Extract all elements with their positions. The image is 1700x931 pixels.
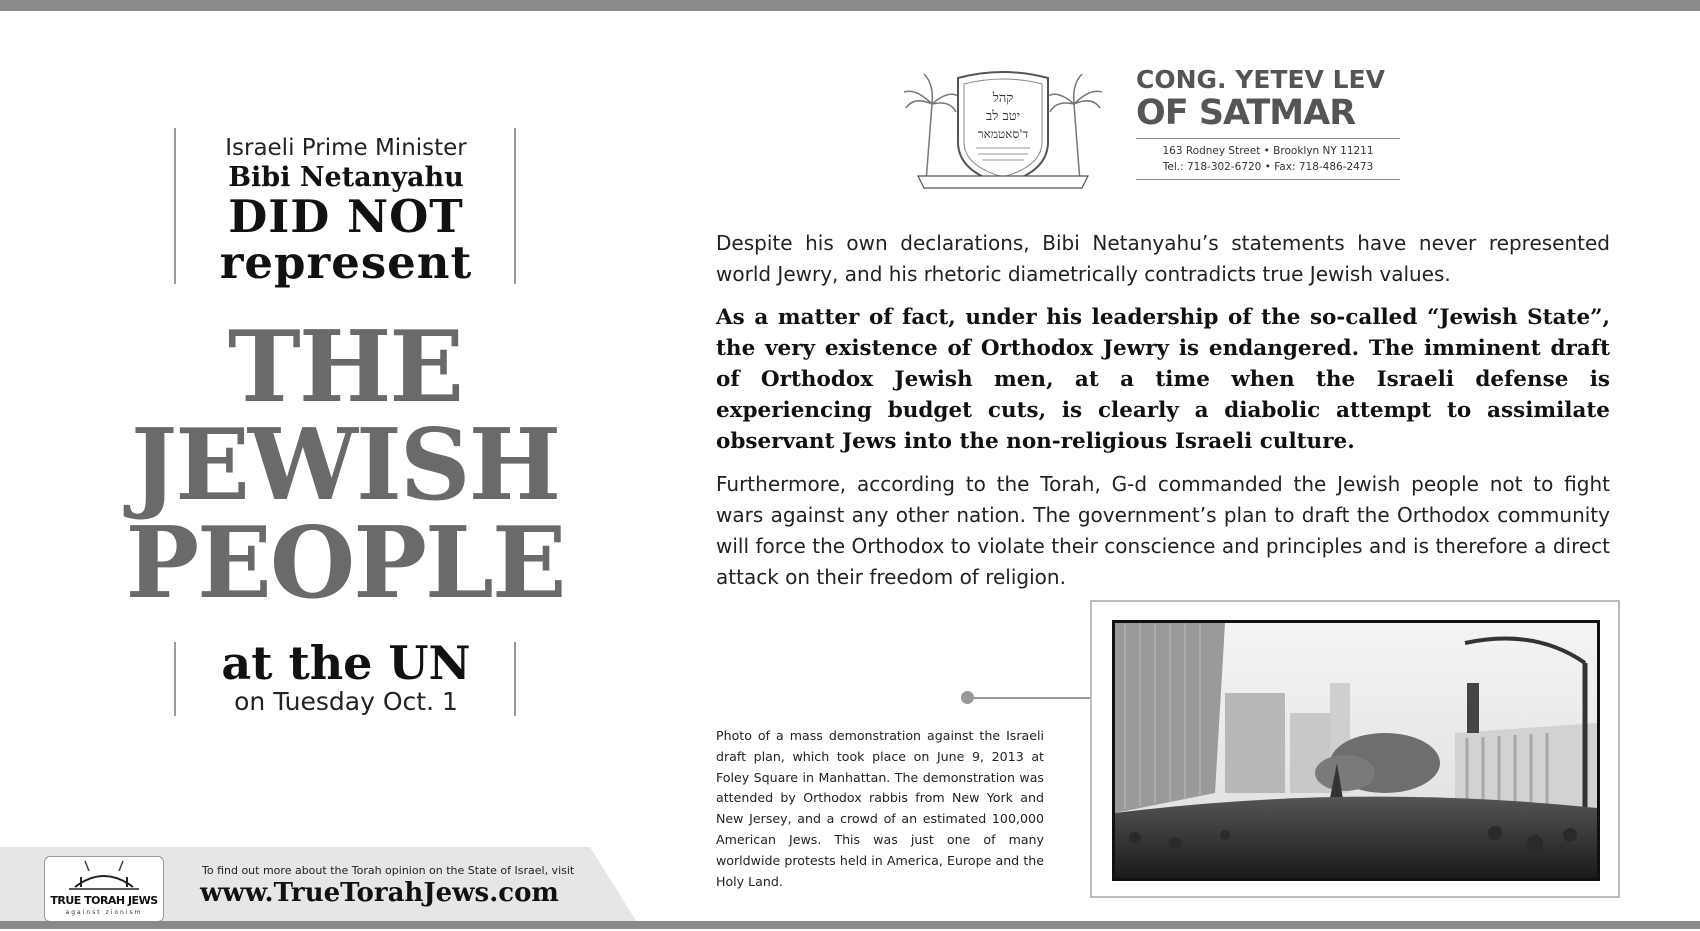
seal-text-line2: יטב לב (985, 109, 1021, 124)
headline-the: THE (227, 310, 463, 425)
top-border-bar (0, 0, 1700, 11)
true-torah-jews-logo (44, 856, 164, 922)
footer-website-link[interactable]: www.TrueTorahJews.com (200, 878, 559, 908)
body-paragraph-3: Furthermore, according to the Torah, G-d commanded the Jewish people not to fight wars against any other nation. The government’s plan to draft the Orthodox community will force the Orthodox to violate their conscience and principles and is therefore a direct attack on their freedom of religion. (716, 472, 1610, 589)
headline-divider-right (514, 128, 516, 284)
headline-jewish: JEWISH (130, 408, 560, 523)
logo-name-text: TRUE TORAH JEWS (50, 894, 158, 907)
bottom-border-bar (0, 921, 1700, 929)
caption-leader-line (968, 697, 1090, 699)
organization-name-line2: OF SATMAR (1136, 93, 1356, 133)
footer-visit-text: To find out more about the Torah opinion on the State of Israel, visit (202, 864, 575, 877)
organization-contact (1136, 138, 1400, 180)
headline-kicker: Israeli Prime Minister (225, 135, 467, 161)
headline-people: PEOPLE (125, 506, 565, 621)
seal-text-line3: ד'סאטמאר (977, 127, 1029, 141)
headline-at-the-un: at the UN (221, 636, 471, 690)
photo-caption: Photo of a mass demonstration against the Israeli draft plan, which took place on June 9, 2013 at Foley Square in Manhattan. The demonstration was attended by Orthodox rabbis from New York and New Jersey, and a crowd of an estimated 100,000 American Jews. This was just one of many worldwide protests held in America, Europe and the Holy Land. (716, 728, 1044, 889)
headline-bottom-block (180, 638, 512, 716)
organization-name-line1: CONG. YETEV LEV (1136, 65, 1385, 94)
logo-tagline-text: against zionism (65, 909, 143, 916)
date-divider-left (174, 642, 176, 716)
caption-leader-dot (961, 691, 974, 704)
headline-top-block (180, 134, 512, 289)
organization-phone-fax: Tel.: 718-302-6720 • Fax: 718-486-2473 (1162, 161, 1374, 173)
headline-name: Bibi Netanyahu (228, 162, 464, 193)
body-paragraph-2-bold: As a matter of fact, under his leadership of the so-called “Jewish State”, the very existence of Orthodox Jewry is endangered. The imminent draft of Orthodox Jewish men, at a time when the Israeli defense is experiencing budget cuts, is clearly a diabolic attempt to assimilate observant Jews into the non-religious Israeli culture. (716, 305, 1610, 454)
headline-divider-left (174, 128, 176, 284)
logo-emblem-icon (45, 857, 163, 895)
organization-name (1136, 66, 1396, 132)
organization-seal-logo (898, 64, 1108, 192)
headline-represent: represent (219, 236, 473, 289)
date-divider-right (514, 642, 516, 716)
seal-text-line1: קהל (992, 91, 1014, 106)
organization-address: 163 Rodney Street • Brooklyn NY 11211 (1162, 145, 1374, 157)
headline-date: on Tuesday Oct. 1 (234, 687, 458, 716)
body-paragraph-1: Despite his own declarations, Bibi Netanyahu’s statements have never represented world Jewry, and his rhetoric diametrically contradicts true Jewish values. (716, 231, 1610, 286)
demonstration-photo (1112, 620, 1600, 881)
headline-did-not: DID NOT (228, 190, 464, 243)
